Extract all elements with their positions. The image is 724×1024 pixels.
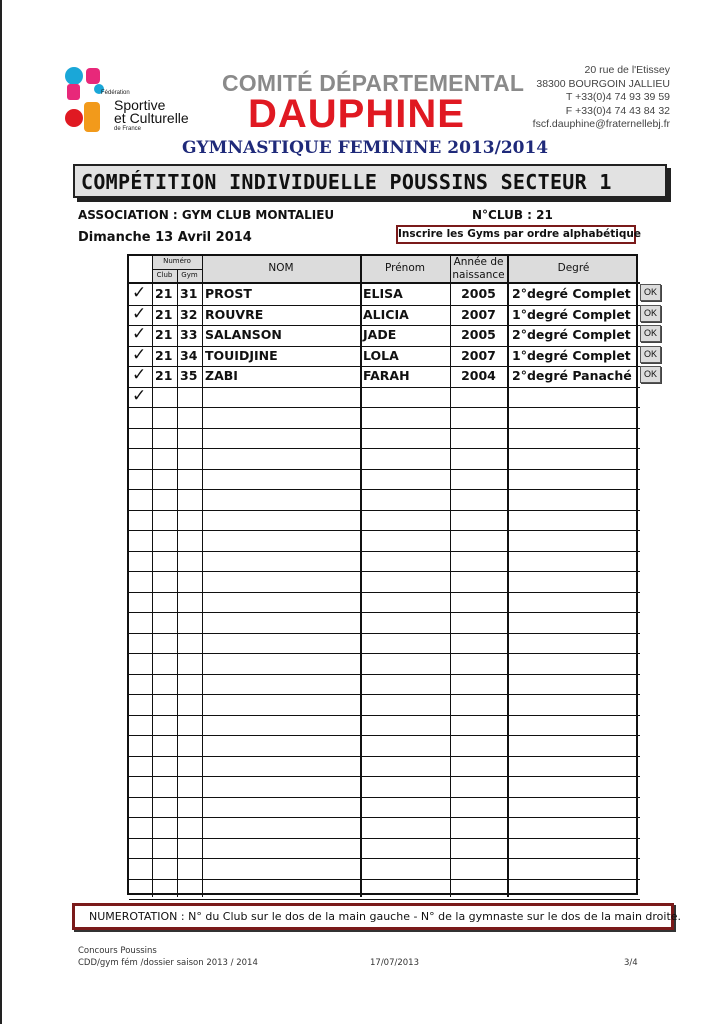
cell-club: 21 — [155, 286, 173, 301]
competition-title: COMPÉTITION INDIVIDUELLE POUSSINS SECTEUR 1 — [81, 170, 612, 194]
row-divider — [129, 633, 640, 634]
ok-button[interactable]: OK — [640, 325, 661, 342]
row-divider — [129, 489, 640, 490]
header-numero: Numéro — [163, 257, 191, 265]
column-divider-6 — [507, 256, 509, 897]
row-divider — [129, 797, 640, 798]
address-block — [533, 64, 670, 132]
row-divider — [129, 735, 640, 736]
cell-degre: 1°degré Complet — [512, 306, 631, 322]
row-divider — [129, 879, 640, 880]
cell-prenom: ELISA — [363, 286, 403, 301]
row-divider — [129, 899, 640, 900]
cell-annee: 2007 — [461, 347, 496, 363]
registration-table — [127, 254, 638, 895]
fscf-logo — [64, 66, 110, 134]
row-divider — [129, 592, 640, 593]
cell-gym: 32 — [180, 306, 198, 322]
header-annee-line1: Année de — [453, 256, 504, 268]
cell-prenom: ALICIA — [363, 306, 409, 322]
row-divider — [129, 407, 640, 408]
row-divider — [129, 612, 640, 613]
row-divider — [129, 715, 640, 716]
cell-gym: 33 — [180, 327, 198, 342]
row-divider — [129, 674, 640, 675]
club-number-label: N°CLUB : 21 — [472, 208, 553, 222]
cell-prenom: FARAH — [363, 368, 410, 383]
row-divider — [129, 571, 640, 572]
numerotation-note: NUMEROTATION : N° du Club sur le dos de la main gauche - N° de la gymnaste sur le dos de la main droite. — [72, 903, 674, 930]
ok-button[interactable]: OK — [640, 346, 661, 363]
cell-gym: 31 — [180, 286, 198, 301]
row-divider — [129, 776, 640, 777]
cell-nom: ZABI — [205, 368, 238, 383]
cell-degre: 2°degré Complet — [512, 327, 631, 342]
page-edge — [0, 0, 2, 1024]
footer-date: 17/07/2013 — [370, 958, 419, 968]
footer-concours: Concours Poussins — [78, 946, 157, 956]
column-divider-3 — [202, 256, 203, 897]
address-fax: F +33(0)4 74 43 84 32 — [565, 104, 670, 117]
cell-nom: TOUIDJINE — [205, 347, 278, 363]
column-divider-4 — [360, 256, 362, 897]
cell-gym: 35 — [180, 368, 198, 383]
ok-button[interactable]: OK — [640, 305, 661, 322]
cell-prenom: JADE — [363, 327, 397, 342]
competition-date: Dimanche 13 Avril 2014 — [78, 230, 252, 245]
footer-dossier: CDD/gym fém /dossier saison 2013 / 2014 — [78, 958, 258, 968]
column-divider-1 — [152, 256, 153, 897]
cell-club: 21 — [155, 347, 173, 363]
cell-nom: ROUVRE — [205, 306, 264, 322]
row-divider — [129, 653, 640, 654]
row-divider — [129, 858, 640, 859]
logo-text-federation: Fédération — [101, 90, 130, 96]
footer-page-number: 3/4 — [624, 958, 638, 968]
address-street: 20 rue de l'Etissey — [584, 64, 670, 76]
ok-button[interactable]: OK — [640, 284, 661, 301]
row-divider — [129, 428, 640, 429]
checkmark-icon: ✓ — [132, 344, 147, 365]
cell-annee: 2005 — [461, 286, 496, 301]
cell-club: 21 — [155, 306, 173, 322]
address-phone: T +33(0)4 74 93 39 59 — [565, 91, 670, 104]
logo-text-france: de France — [114, 126, 142, 132]
row-divider — [129, 387, 640, 388]
cell-nom: PROST — [205, 286, 252, 301]
row-divider — [129, 448, 640, 449]
checkmark-icon: ✓ — [132, 385, 147, 406]
header-degre: Degré — [557, 262, 590, 274]
row-divider — [129, 551, 640, 552]
dauphine-title: DAUPHINE — [248, 92, 465, 136]
row-divider — [129, 469, 640, 470]
competition-banner — [73, 164, 667, 198]
row-divider — [129, 838, 640, 839]
logo-text-sportive: Sportive — [114, 97, 166, 113]
row-divider — [129, 756, 640, 757]
checkmark-icon: ✓ — [132, 283, 147, 303]
row-divider — [129, 817, 640, 818]
cell-nom: SALANSON — [205, 327, 282, 342]
checkmark-icon: ✓ — [132, 365, 147, 385]
logo-text-culturelle: et Culturelle — [114, 110, 189, 126]
row-divider — [129, 530, 640, 531]
column-divider-2 — [177, 269, 178, 897]
cell-annee: 2007 — [461, 306, 496, 322]
cell-degre: 2°degré Panaché — [512, 368, 632, 383]
cell-club: 21 — [155, 368, 173, 383]
header-prenom: Prénom — [384, 262, 425, 274]
address-email: fscf.dauphine@fraternellebj.fr — [532, 118, 670, 131]
cell-degre: 1°degré Complet — [512, 347, 631, 363]
row-divider — [129, 510, 640, 511]
cell-degre: 2°degré Complet — [512, 286, 631, 301]
comite-title: COMITÉ DÉPARTEMENTAL — [222, 70, 525, 96]
header-club: Club — [156, 271, 173, 279]
cell-gym: 34 — [180, 347, 198, 363]
cell-club: 21 — [155, 327, 173, 342]
header-nom: NOM — [268, 262, 294, 274]
checkmark-icon: ✓ — [132, 303, 147, 324]
checkmark-icon: ✓ — [132, 324, 147, 344]
gymnastique-subtitle: GYMNASTIQUE FEMININE 2013/2014 — [182, 138, 549, 158]
cell-prenom: LOLA — [363, 347, 399, 363]
cell-annee: 2004 — [461, 368, 496, 383]
association-label: ASSOCIATION : GYM CLUB MONTALIEU — [78, 208, 335, 222]
header-gym: Gym — [181, 271, 198, 279]
header-annee-line2: naissance — [452, 269, 505, 281]
row-divider — [129, 694, 640, 695]
cell-annee: 2005 — [461, 327, 496, 342]
address-city: 38300 BOURGOIN JALLIEU — [536, 77, 670, 90]
alphabetical-instruction: Inscrire les Gyms par ordre alphabétique — [396, 225, 636, 244]
ok-button[interactable]: OK — [640, 366, 661, 383]
